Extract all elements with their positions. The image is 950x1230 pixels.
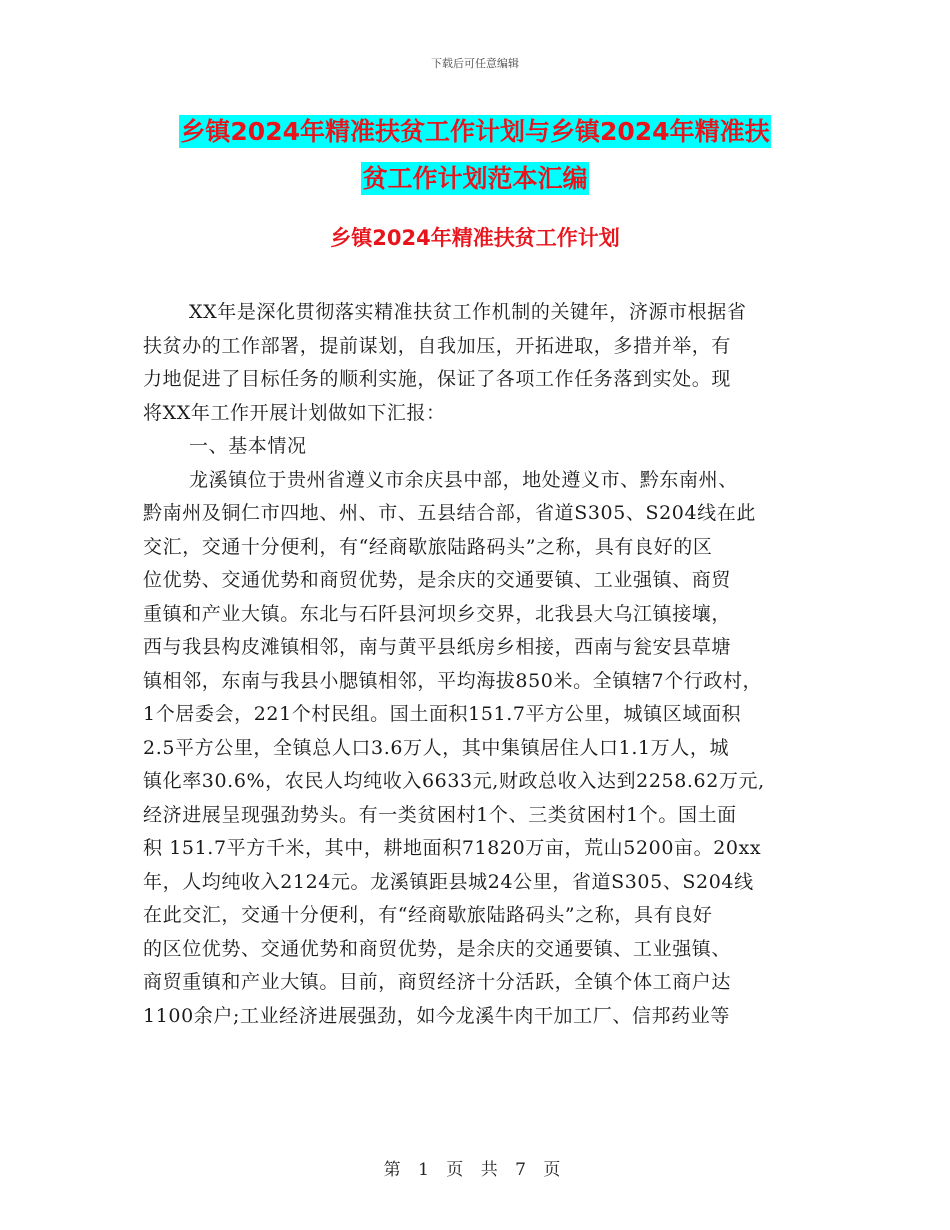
body-line: 年，人均纯收入2124元。龙溪镇距县城24公里，省道S305、S204线 <box>143 870 754 893</box>
section-heading: 一、基本情况 <box>189 435 307 457</box>
document-title <box>120 108 830 202</box>
body-line: 重镇和产业大镇。东北与石阡县河坝乡交界，北我县大乌江镇接壤， <box>143 602 732 625</box>
body-line: 将XX年工作开展计划做如下汇报： <box>143 401 446 424</box>
body-line: 积 151.7平方千米，其中，耕地面积71820万亩，荒山5200亩。20xx <box>143 837 762 859</box>
body-line: 1100余户;工业经济进展强劲，如今龙溪牛肉干加工厂、信邦药业等 <box>143 1004 730 1027</box>
body-line: 位优势、交通优势和商贸优势，是余庆的交通要镇、工业强镇、商贸 <box>143 569 732 591</box>
body-line: 西与我县构皮滩镇相邻，南与黄平县纸房乡相接，西南与瓮安县草塘 <box>143 636 732 658</box>
body-text <box>143 296 803 1033</box>
body-line: 力地促进了目标任务的顺利实施，保证了各项工作任务落到实处。现 <box>143 368 732 390</box>
body-line: 2.5平方公里，全镇总人口3.6万人，其中集镇居住人口1.1万人，城 <box>143 736 730 759</box>
body-line: 扶贫办的工作部署，提前谋划，自我加压，开拓进取，多措并举，有 <box>143 334 732 357</box>
body-line: XX年是深化贯彻落实精准扶贫工作机制的关键年，济源市根据省 <box>189 301 747 323</box>
body-line: 黔南州及铜仁市四地、州、市、五县结合部，省道S305、S204线在此 <box>143 502 756 524</box>
body-line: 经济进展呈现强劲势头。有一类贫困村1个、三类贫困村1个。国土面 <box>143 803 737 826</box>
body-line: 1个居委会，221个村民组。国土面积151.7平方公里，城镇区域面积 <box>143 703 742 725</box>
body-line: 的区位优势、交通优势和商贸优势，是余庆的交通要镇、工业强镇、 <box>143 937 732 960</box>
body-line: 商贸重镇和产业大镇。目前，商贸经济十分活跃，全镇个体工商户达 <box>143 971 732 993</box>
body-line: 龙溪镇位于贵州省遵义市余庆县中部，地处遵义市、黔东南州、 <box>189 468 738 491</box>
title-line-1: 乡镇2024年精准扶贫工作计划与乡镇2024年精准扶 <box>180 117 770 146</box>
body-line: 交汇，交通十分便利，有“经商歇旅陆路码头”之称，具有良好的区 <box>143 535 713 558</box>
section-title: 乡镇2024年精准扶贫工作计划 <box>330 226 620 250</box>
body-line: 在此交汇，交通十分便利，有“经商歇旅陆路码头”之称，具有良好 <box>143 904 713 926</box>
header-note: 下载后可任意编辑 <box>431 57 519 70</box>
body-line: 镇化率30.6%，农民人均纯收入6633元,财政总收入达到2258.62万元, <box>143 770 765 792</box>
title-line-2: 贫工作计划范本汇编 <box>362 164 588 193</box>
page-footer: 第 1 页 共 7 页 <box>383 1160 567 1180</box>
body-line: 镇相邻，东南与我县小腮镇相邻，平均海拔850米。全镇辖7个行政村， <box>143 669 763 692</box>
